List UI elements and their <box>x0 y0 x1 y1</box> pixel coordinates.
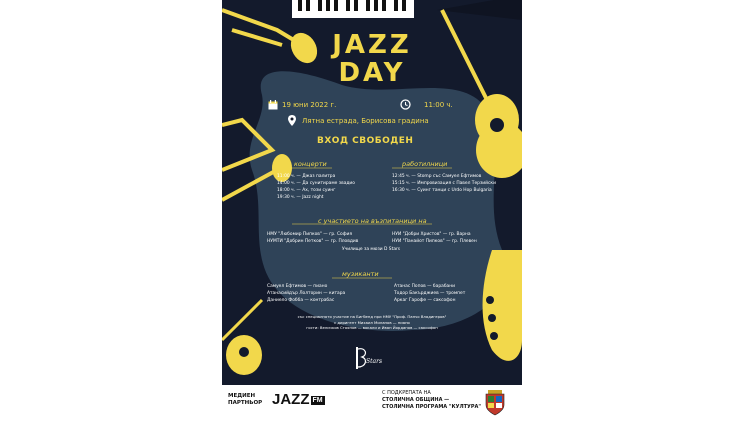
list-item: НУИ "Панайот Пипков" — гр. Плевен <box>392 239 477 244</box>
workshops-list <box>392 173 496 194</box>
list-item: с диригент Михаил Миланов — пиано <box>334 319 410 325</box>
free-entry-banner: ВХОД СВОБОДЕН <box>317 136 414 146</box>
support-line1: С ПОДКРЕПАТА НА <box>382 390 431 396</box>
jazz-day-poster <box>222 0 522 385</box>
schools-left <box>267 231 358 245</box>
title-day: DAY <box>338 58 406 88</box>
list-item: Атанасийдър Лолторин — китара <box>267 291 346 296</box>
piano-keys-icon <box>292 0 414 18</box>
list-item: със специалното участие на Бигбенд при НМУ "Проф. Панчо Владигеров" <box>297 314 447 319</box>
list-item: 14:00 ч. — Да сунитираме звадио <box>277 181 355 186</box>
list-item: 15:15 ч. — Импровизация с Павел Терзийски <box>392 181 496 186</box>
title-jazz: JAZZ <box>332 30 412 60</box>
footer <box>222 388 522 425</box>
jazzfm-logo-suffix: FM <box>312 396 323 404</box>
clock-icon <box>400 99 411 112</box>
musicians-header: музиканти <box>342 270 379 278</box>
location-pin-icon <box>288 115 296 128</box>
list-item: Самуел Ефтимов — пиано <box>267 284 328 289</box>
list-item: Аркаг Гарофе — саксофон <box>394 298 456 303</box>
list-item: 18:00 ч. — Ах, този суинг <box>277 188 336 193</box>
media-partner-line2: ПАРТНЬОР <box>228 400 263 406</box>
event-venue: Лятна естрада, Борисова градина <box>302 117 429 125</box>
support-line2: СТОЛИЧНА ОБЩИНА — <box>382 397 450 403</box>
stars-logo-text: Stars <box>366 358 383 365</box>
media-partner-label <box>228 393 262 407</box>
jazzfm-logo <box>272 391 325 408</box>
list-item: Атанас Попов — барабани <box>394 284 455 289</box>
musicians-right <box>394 283 465 304</box>
list-item: 12:45 ч. — Stomp със Самуел Ефтимов <box>392 174 482 179</box>
jazzfm-logo-text: JAZZ <box>272 391 310 408</box>
list-item: 19:30 ч. — Jazz night <box>277 195 324 200</box>
list-item: гости: Величков Стоянов — вокали и Иван Йорданов — саксофон <box>306 325 438 330</box>
saxophone-icon <box>483 250 522 361</box>
support-line3: СТОЛИЧНА ПРОГРАМА "КУЛТУРА" <box>382 404 482 410</box>
stars-logo <box>354 345 390 371</box>
support-text <box>382 390 481 411</box>
credits <box>222 314 522 331</box>
sofia-coat-of-arms-icon <box>484 390 506 420</box>
schools-right <box>392 231 477 245</box>
event-time: 11:00 ч. <box>424 101 453 109</box>
concerts-list <box>277 173 355 201</box>
pupils-header: с участието на възпитаници на <box>318 217 427 225</box>
calendar-icon <box>268 100 278 112</box>
list-item: НМУ "Любомир Пипков" — гр. София <box>267 232 352 237</box>
musicians-left <box>267 283 345 304</box>
workshops-header: работилници <box>402 160 448 168</box>
concerts-header: концерти <box>294 160 327 168</box>
mandolin-icon <box>222 300 262 375</box>
list-item: НУМТИ "Добрин Петков" — гр. Пловдив <box>267 239 359 244</box>
list-item: 11:00 ч. — Джаз палитра <box>277 174 336 179</box>
list-item: 16:30 ч. — Суинг танци с Urdo Hop Bulgaria <box>392 188 492 193</box>
event-date: 19 юни 2022 г. <box>282 101 337 109</box>
media-partner-line1: МЕДИЕН <box>228 393 256 399</box>
school-center: Училище за мюзи D Stars <box>342 247 401 252</box>
list-item: НУИ "Добри Христов" — гр. Варна <box>392 232 471 237</box>
list-item: Тодор Бакърджиев — тромпет <box>394 291 466 296</box>
list-item: Даниело Фобба — контрабас <box>267 298 335 303</box>
